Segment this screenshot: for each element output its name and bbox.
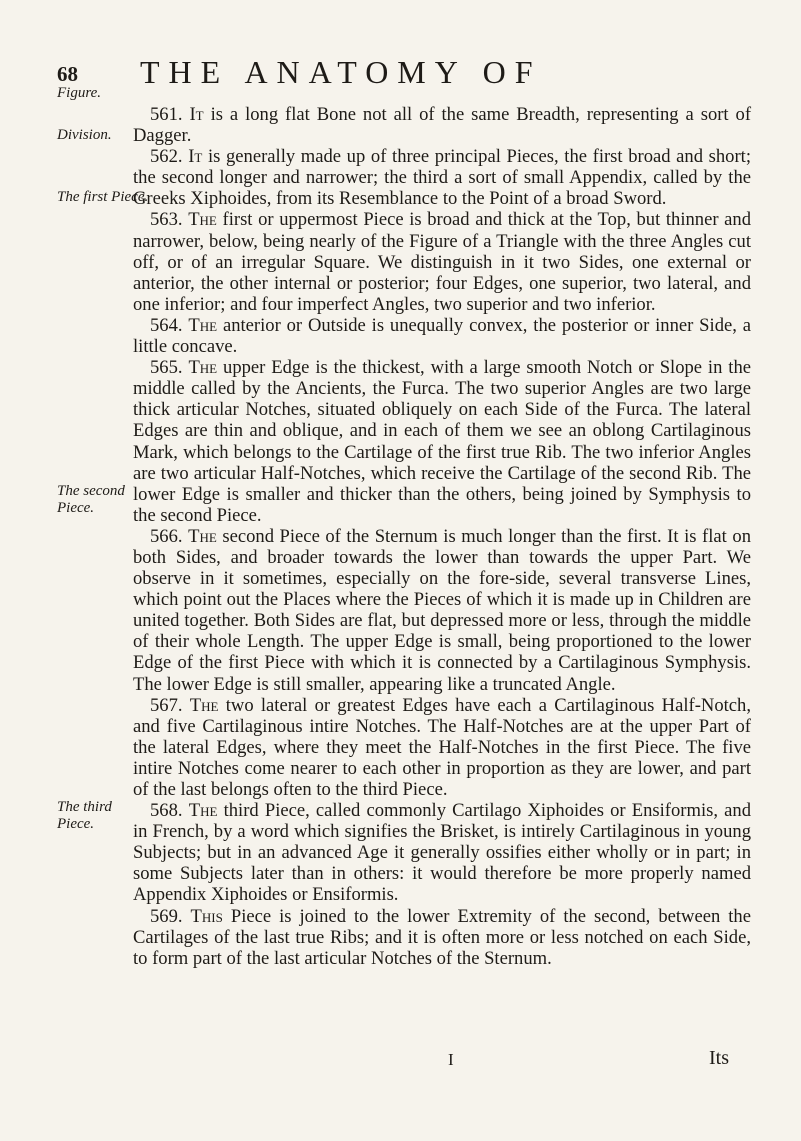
paragraph-lead: This	[190, 905, 223, 927]
paragraph-number: 563.	[150, 209, 183, 231]
paragraph-text: two lateral or greatest Edges have each a Cartilaginous Half-Notch, and five Cartilaginous intire Notches. The Half-Notches are at the upper Part of the lateral Edges, where they meet the Half-Notches in the first Piece. The five intire Notches come nearer to each other in proportion as they are lower, and part of the last belongs often to the third Piece.	[133, 694, 751, 800]
paragraph-number: 568.	[150, 800, 183, 822]
paragraph-text: second Piece of the Sternum is much longer than the first. It is flat on both Sides, and broader towards the lower than towards the upper Part. We observe in it sometimes, especially on the fore-side, several transverse Lines, which point out the Places where the Pieces of which it is made up in Children are united together. Both Sides are flat, but depressed more or less, through the middle of their whole Length. The upper Edge is small, being proportioned to the lower Edge of the first Piece with which it is connected by a Cartilaginous Symphysis. The lower Edge is still smaller, appearing like a truncated Angle.	[133, 525, 751, 695]
paragraph-lead: The	[188, 314, 218, 336]
paragraph-563	[133, 209, 751, 314]
paragraph-lead: The	[188, 357, 218, 379]
paragraph-text: first or uppermost Piece is broad and thick at the Top, but thinner and narrower, below, being nearly of the Figure of a Triangle with the three Angles cut off, or of an irregular Square. We distinguish in it two Sides, one external or anterior, the other internal or posterior; four Edges, one superior, two lateral, and one inferior; and four imperfect Angles, two superior and two inferior.	[133, 209, 751, 315]
paragraph-lead: The	[188, 800, 218, 822]
margin-note-figure: Figure.	[57, 85, 102, 101]
paragraph-565	[133, 357, 751, 526]
paragraph-number: 569.	[150, 905, 183, 927]
paragraph-number: 567.	[150, 694, 183, 716]
paragraph-text: anterior or Outside is unequally convex, the posterior or inner Side, a little concave.	[133, 314, 751, 358]
paragraph-number: 566.	[150, 525, 183, 547]
page-number: 68	[57, 62, 78, 86]
paragraph-lead: The	[188, 525, 217, 547]
paragraph-lead: It	[188, 146, 203, 168]
paragraph-text: is a long flat Bone not all of the same Breadth, representing a sort of Dagger.	[133, 104, 752, 147]
paragraph-text: is generally made up of three principal Pieces, the first broad and short; the second longer and narrower; the third a sort of small Appendix, called by the Greeks Xiphoides, from its Resemblance to the Point of a broad Sword.	[133, 146, 752, 210]
printer-signature: I	[448, 1050, 454, 1069]
paragraph-569	[133, 906, 751, 969]
margin-note-second-piece: The second Piece.	[57, 483, 125, 516]
paragraph-lead: The	[188, 209, 217, 231]
margin-note-third-piece: The third Piece.	[57, 799, 112, 832]
paragraph-number: 561.	[150, 104, 183, 125]
paragraph-lead: It	[189, 104, 204, 125]
body-text	[133, 104, 751, 969]
paragraph-number: 564.	[150, 314, 183, 336]
paragraph-text: third Piece, called commonly Cartilago Xiphoides or Ensiformis, and in French, by a word which signifies the Brisket, is intirely Cartilaginous in young Subjects; but in an advanced Age it generally ossifies either wholly or in part; in some Subjects later than in others: it would therefore be more properly named Appendix Xiphoides or Ensiformis.	[133, 800, 752, 906]
paragraph-567	[133, 695, 751, 800]
paragraph-561	[133, 104, 751, 146]
paragraph-number: 562.	[150, 146, 183, 168]
paragraph-566	[133, 526, 751, 695]
margin-note-division: Division.	[57, 127, 112, 143]
catchword: Its	[709, 1047, 729, 1069]
paragraph-568	[133, 800, 751, 905]
paragraph-564	[133, 315, 751, 357]
paragraph-text: upper Edge is the thickest, with a large smooth Notch or Slope in the middle called by the Ancients, the Furca. The two superior Angles are two large thick articular Notches, situated obliquely on each Side of the Furca. The lateral Edges are thin and oblique, and in each of them we see an oblong Cartilaginous Mark, which belongs to the Cartilage of the first true Rib. The two inferior Angles are two articular Half-Notches, which receive the Cartilage of the second Rib. The lower Edge is smaller and thicker than the others, being joined by Symphysis to the second Piece.	[133, 357, 751, 526]
paragraph-lead: The	[189, 694, 219, 716]
running-head: THE ANATOMY OF	[140, 54, 542, 90]
paragraph-text: Piece is joined to the lower Extremity of the second, between the Cartilages of the last true Ribs; and it is often more or less notched on each Side, to form part of the last articular Notches of the Sternum.	[133, 905, 751, 969]
paragraph-number: 565.	[150, 357, 183, 379]
paragraph-562	[133, 146, 751, 209]
margin-note-first-piece: The first Piece.	[57, 189, 149, 205]
